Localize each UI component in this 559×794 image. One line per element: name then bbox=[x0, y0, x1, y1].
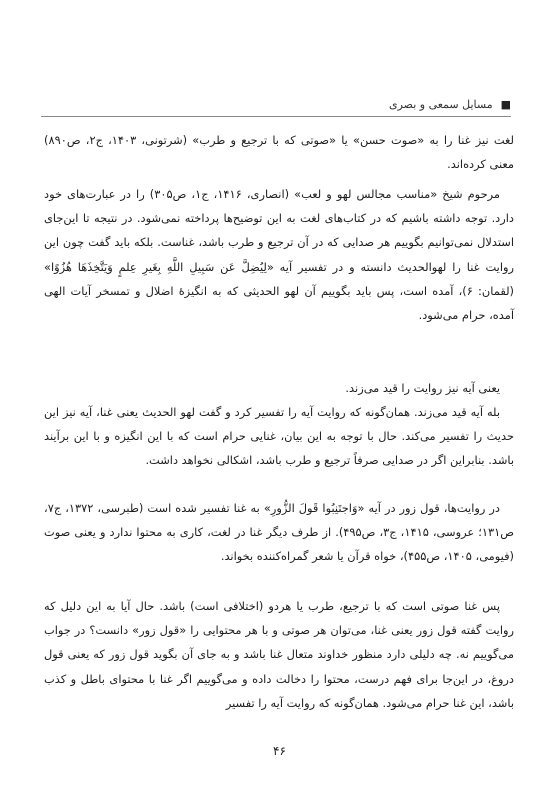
paragraph-text: مرحوم شیخ «مناسب مجالس لهو و لعب» (انصاری، ۱۴۱۶، ج۱، ص۳۰۵) را در عبارت‌های خود دارد. توجه داشته باشیم که در کتاب‌های لغت به این توضیح‌ها پرداخته نمی‌شود. در نتیجه تا این‌جای استدلال نمی‌توانیم بگوییم هر صدایی که در آن ترجیع و طرب باشد، غناست. بلکه باید گفت چون این روایت غنا را لهوالحدیث دانسته و در تفسیر آیه «لِیُضِلَّ عَن سَبِیلِ اللَّهِ بِغَیرِ عِلمٍ وَیَتَّخِذَهَا هُزُوًا» (لقمان: ۶)، آمده است، پس باید بگوییم آن لهو الحدیثی که به انگیزهٔ اضلال و تمسخر آیات الهی آمده، حرام می‌شود. bbox=[44, 187, 514, 323]
paragraph-5 bbox=[44, 496, 514, 569]
running-header-title: مسایل سمعی و بصری bbox=[389, 97, 493, 111]
running-header bbox=[41, 92, 511, 117]
paragraph-text: بله آیه قید می‌زند. همان‌گونه که روایت آیه را تفسیر کرد و گفت لهو الحدیث یعنی غنا، آیه نیز این حدیث را تفسیر می‌کند. حال با توجه به این بیان، غنایی حرام است که با این انگیزه و با این برآیند باشد. بنابراین اگر در صدایی صرفاً ترجیع و طرب باشد، اشکالی نخواهد داشت. bbox=[44, 405, 514, 468]
paragraph-text: لغت نیز غنا را به «صوت حسن» یا «صوتی که با ترجیع و طرب» (شرتونی، ۱۴۰۳، ج۲، ص۸۹۰) معنی کرده‌اند. bbox=[44, 133, 514, 172]
paragraph-4 bbox=[44, 400, 514, 473]
paragraph-text: در روایت‌ها، قول زور در آیه «وَاجتَنِبُوا قَولَ الزُّورِ» به غنا تفسیر شده است (طبرسی، ۱۳۷۲، ج۷، ص۱۳۱؛ عروسی، ۱۴۱۵، ج۳، ص۴۹۵). از طرف دیگر غنا در لغت، کاری به محتوا ندارد و یعنی صوت (فیومی، ۱۴۰۵، ص۴۵۵)، خواه قرآن یا شعر گمراه‌کننده بخواند. bbox=[44, 501, 514, 564]
header-square-icon: ■ bbox=[500, 97, 511, 111]
paragraph-6 bbox=[44, 594, 514, 715]
page-number: ۴۶ bbox=[273, 744, 286, 758]
paragraph-text: پس غنا صوتی است که با ترجیع، طرب یا هردو (اختلافی است) باشد. حال آیا به این دلیل که روایت گفته قول زور یعنی غنا، می‌توان هر صوتی و با هر محتوایی را «قول زور» دانست؟ در جواب می‌گوییم نه. چه دلیلی دارد منظور خداوند متعال غنا باشد و به جای آن بگوید قول زور که یعنی قول دروغ، در این‌جا برای فهم درست، محتوا را دخالت داده و می‌گوییم اگر غنا با محتوای باطل و کذب باشد، این غنا حرام می‌شود. همان‌گونه که روایت آیه را تفسیر bbox=[44, 599, 514, 710]
paragraph-3 bbox=[44, 376, 514, 400]
paragraph-1 bbox=[44, 128, 514, 176]
paragraph-2 bbox=[44, 182, 514, 327]
paragraph-text: یعنی آیه نیز روایت را قید می‌زند. bbox=[345, 381, 500, 395]
